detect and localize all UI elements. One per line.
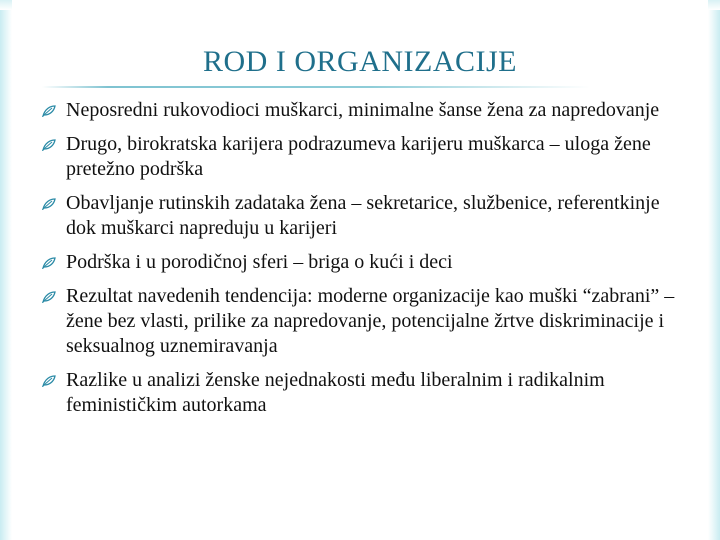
leaf-icon xyxy=(42,375,56,387)
title-underline xyxy=(42,86,590,88)
bullet-text: Razlike u analizi ženske nejednakosti među liberalnim i radikalnim feminističkim autorkama xyxy=(66,369,605,416)
bullet-item xyxy=(42,191,682,241)
bullet-text: Rezultat navedenih tendencija: moderne organizacije kao muški “zabrani” – žene bez vlasti, prilike za napredovanje, potencijalne žrtve diskriminacije i seksualnog uznemiravanja xyxy=(66,285,675,357)
title-area xyxy=(0,40,720,84)
bullet-text: Drugo, birokratska karijera podrazumeva karijeru muškarca – uloga žene pretežno podrška xyxy=(66,133,651,180)
bullet-item xyxy=(42,132,682,182)
bullet-item xyxy=(42,368,682,418)
bullet-text: Neposredni rukovodioci muškarci, minimalne šanse žena za napredovanje xyxy=(66,99,660,121)
bullet-list xyxy=(42,98,682,427)
leaf-icon xyxy=(42,198,56,210)
leaf-icon xyxy=(42,105,56,117)
bullet-item xyxy=(42,250,682,275)
leaf-icon xyxy=(42,257,56,269)
leaf-icon xyxy=(42,291,56,303)
bullet-item xyxy=(42,98,682,123)
bullet-text: Obavljanje rutinskih zadataka žena – sekretarice, službenice, referentkinje dok muškarci napreduju u karijeri xyxy=(66,192,660,239)
slide-title: ROD I ORGANIZACIJE xyxy=(203,45,517,78)
bullet-text: Podrška i u porodičnoj sferi – briga o kući i deci xyxy=(66,251,453,273)
bullet-item xyxy=(42,284,682,359)
leaf-icon xyxy=(42,139,56,151)
